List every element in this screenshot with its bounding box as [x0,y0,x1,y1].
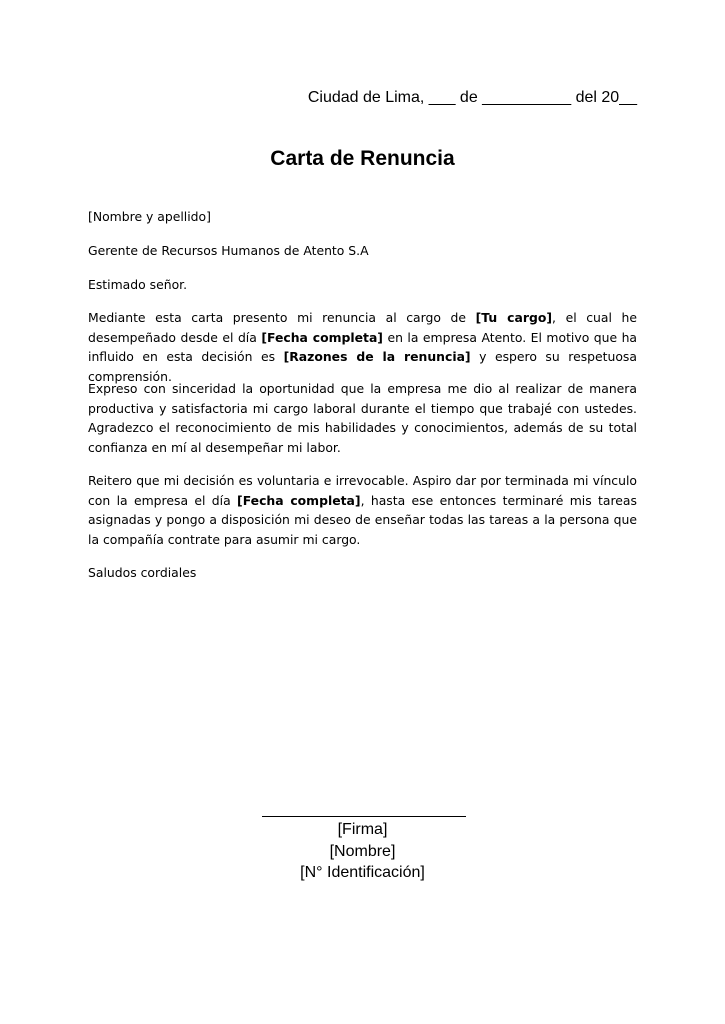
sender-name-line: [Nombre y apellido] [88,209,211,224]
paragraph-resignation [88,308,637,386]
signature-firma: [Firma] [337,821,388,838]
placeholder-end-date: [Fecha completa] [237,492,361,508]
greeting: Estimado señor. [88,277,188,292]
paragraph-gratitude: Expreso con sinceridad la oportunidad que la empresa me dio al realizar de manera productiva y satisfactoria mi cargo laboral durante el tiempo que trabajé con ustedes. Agradezco el reconocimiento de mis habilidades y conocimientos, además de su total confianza en mí al desempeñar mi labor. [88,381,637,455]
paragraph-text: Mediante esta carta presento mi renuncia al cargo de [88,310,476,325]
paragraph-text: en la empresa Atento. El motivo que ha influido en esta decisión es [88,329,638,364]
paragraph-text: , hasta ese entonces terminaré mis tareas asignadas y pongo a disposición mi deseo de enseñar todas las tareas a la persona que la compañía contrate para asumir mi cargo. [88,492,637,547]
signature-line [262,816,466,817]
placeholder-reasons: [Razones de la renuncia] [283,349,471,364]
signature-nombre: [Nombre] [329,843,396,860]
placeholder-position: [Tu cargo] [475,310,553,325]
paragraph-text: Reitero que mi decisión es voluntaria e irrevocable. Aspiro dar por terminada mi vínculo con la empresa el día [88,473,637,508]
placeholder-start-date: [Fecha completa] [261,329,383,345]
signature-identificacion: [N° Identificación] [300,864,425,881]
paragraph-text: , el cual he desempeñado desde el día [88,310,637,345]
paragraph-text: y espero su respetuosa comprensión. [88,349,637,384]
closing: Saludos cordiales [88,565,197,580]
recipient-line: Gerente de Recursos Humanos de Atento S.A [88,243,369,258]
paragraph-irrevocable [88,471,637,549]
letter-title: Carta de Renuncia [270,147,455,170]
date-line: Ciudad de Lima, ___ de __________ del 20__ [307,89,637,106]
